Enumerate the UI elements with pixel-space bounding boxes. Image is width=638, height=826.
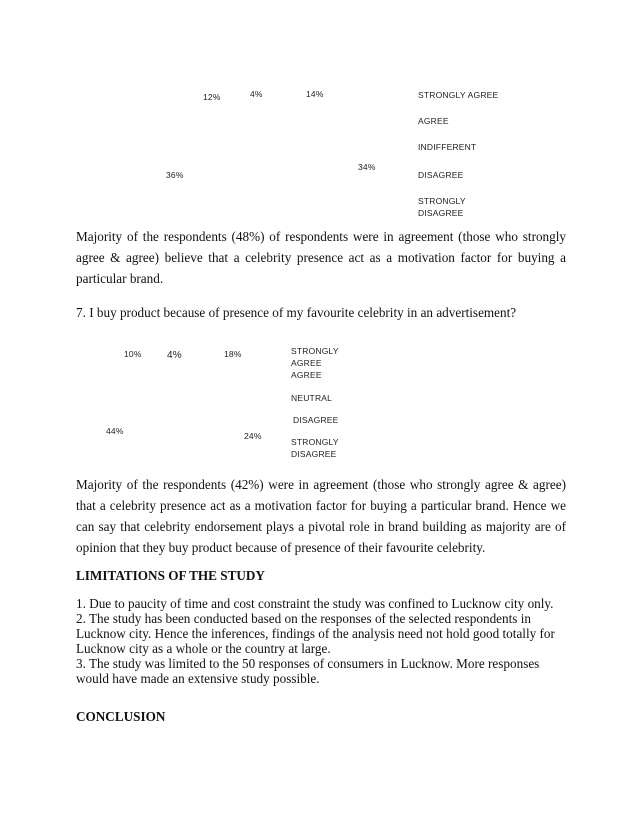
legend-item: AGREE [291,370,322,380]
legend-item: NEUTRAL [291,393,333,403]
chart1-label-34: 34% [358,162,376,172]
paragraph-2: Majority of the respondents (42%) were in agreement (those who strongly agree & agree) that a celebrity presence act as a motivation factor for buying a particular brand. Hence we can say that celebrity endorsement plays a pivotal role in brand building as majority are of opinion that they buy product because of presence of their favourite celebrity. [76,477,566,555]
paragraph-1: Majority of the respondents (48%) of respondents were in agreement (those who strongly agree & agree) believe that a celebrity presence act as a motivation factor for buying a particular brand. [76,229,566,286]
chart1-label-12: 12% [203,92,221,102]
legend-item: STRONGLY DISAGREE [291,437,339,459]
legend-item: DISAGREE [293,415,339,425]
list-item: 1. Due to paucity of time and cost constraint the study was confined to Lucknow city only. [76,596,554,611]
chart2-legend [291,345,351,460]
legend-item: AGREE [418,116,449,126]
legend-item: INDIFFERENT [418,142,477,152]
chart2-label-44: 44% [106,426,124,436]
chart2-label-4: 4% [167,350,182,361]
limitations-list [76,596,566,686]
chart1-label-4: 4% [250,89,263,99]
list-item: 3. The study was limited to the 50 responses of consumers in Lucknow. More responses would have made an extensive study possible. [76,656,540,686]
conclusion-heading: CONCLUSION [76,709,166,724]
chart1-label-14: 14% [306,89,324,99]
legend-item: STRONGLY AGREE [418,90,499,100]
chart2-label-18: 18% [224,349,242,359]
chart2-label-24: 24% [244,431,262,441]
limitations-heading: LIMITATIONS OF THE STUDY [76,568,265,583]
legend-item: DISAGREE [418,170,464,180]
legend-item: STRONGLY AGREE [291,346,339,368]
chart1-label-36: 36% [166,170,184,180]
legend-item: STRONGLY DISAGREE [418,196,466,218]
list-item: 2. The study has been conducted based on the responses of the selected respondents in Lucknow city. Hence the inferences, findings of the analysis need not hold good totally for Lucknow city as a whole or the country at large. [76,611,555,656]
question-7: 7. I buy product because of presence of my favourite celebrity in an advertisement? [76,305,517,320]
chart1-legend [418,89,518,219]
chart2-label-10: 10% [124,349,142,359]
